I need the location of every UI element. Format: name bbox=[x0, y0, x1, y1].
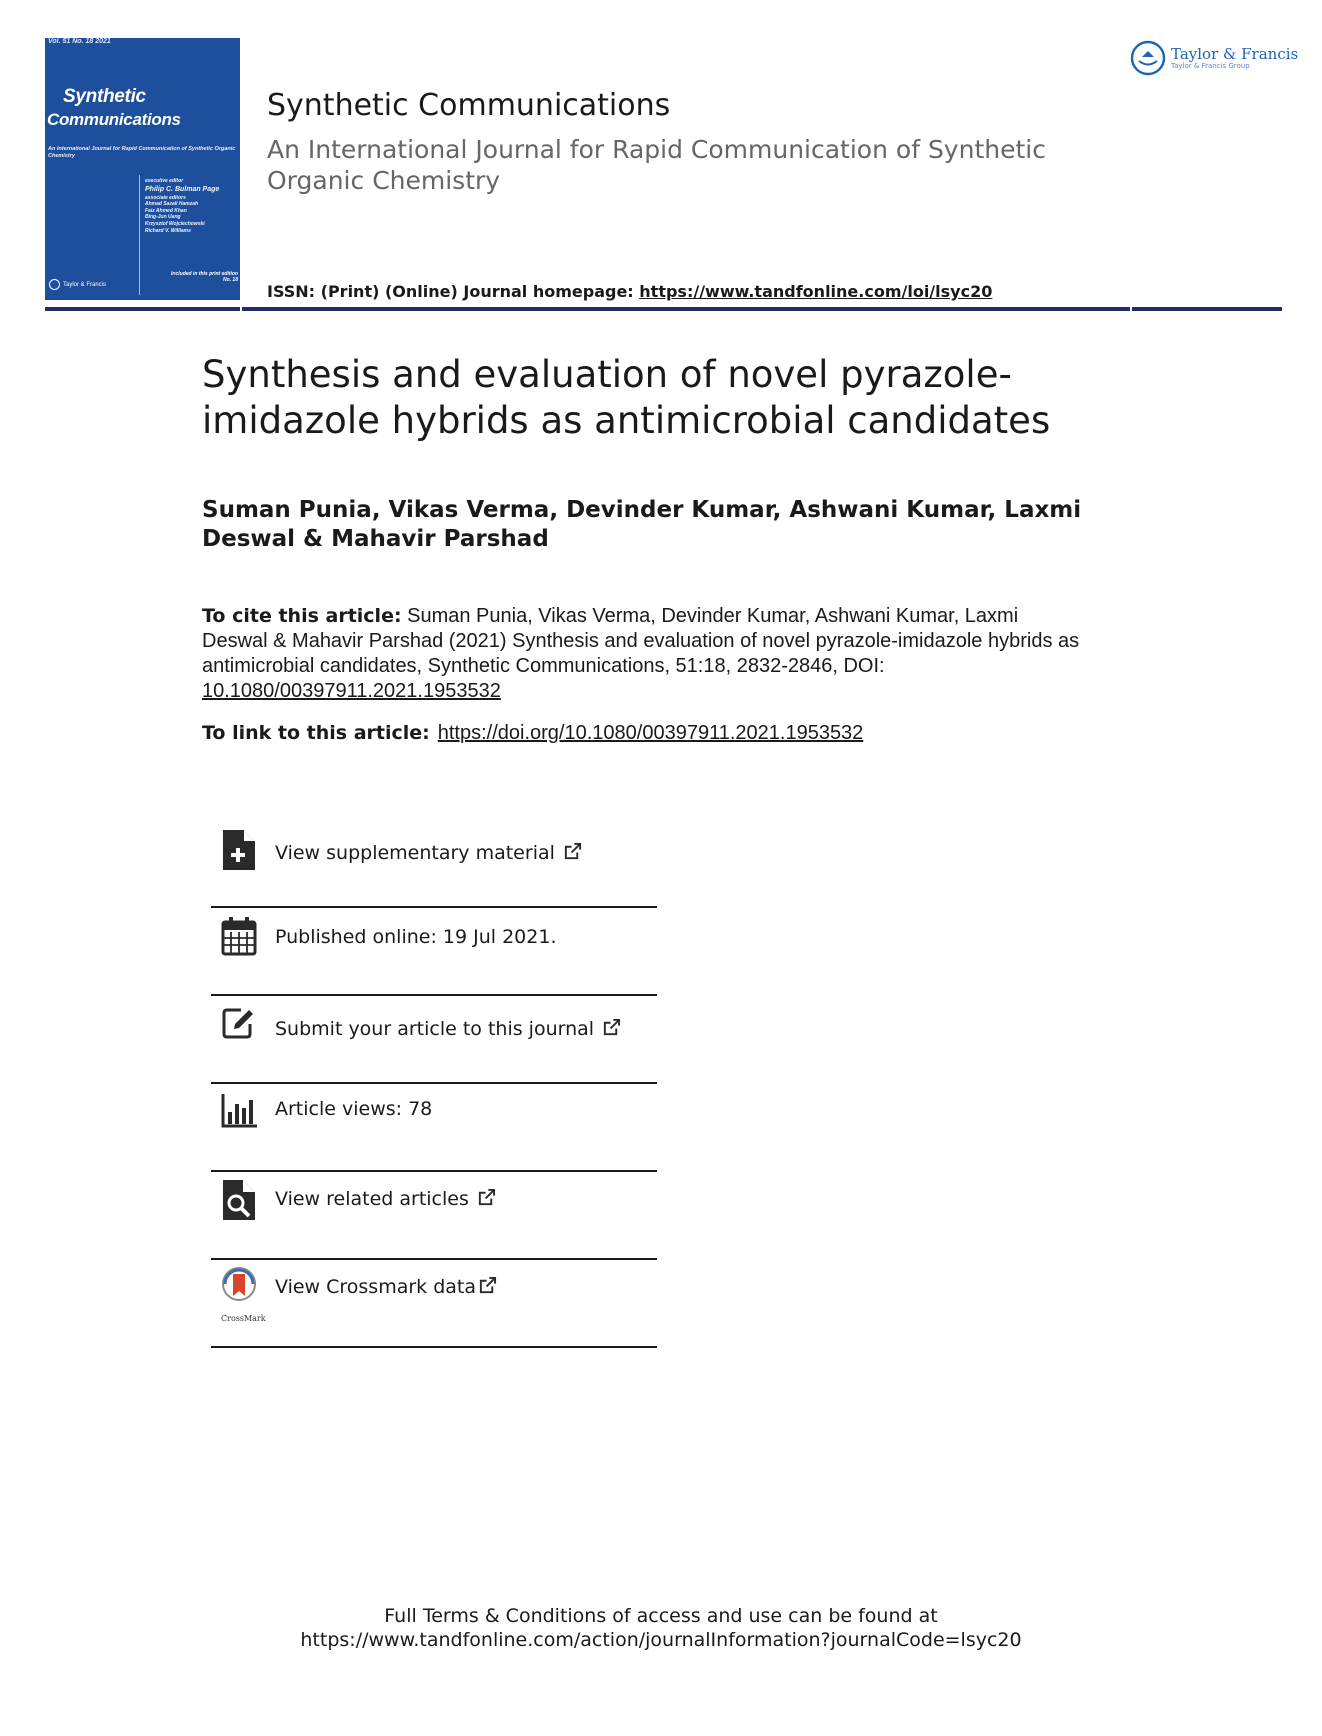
info-supplementary[interactable] bbox=[211, 818, 657, 908]
article-link bbox=[202, 722, 863, 745]
cover-editors bbox=[145, 178, 219, 234]
supplementary-label-wrap bbox=[275, 842, 582, 864]
cover-assoc-editor: Richard V. Williams bbox=[145, 227, 191, 234]
cover-divider bbox=[139, 175, 140, 295]
info-crossmark[interactable] bbox=[211, 1258, 657, 1348]
external-link-icon bbox=[563, 842, 582, 861]
article-authors: Suman Punia, Vikas Verma, Devinder Kumar, Ashwani Kumar, Laxmi Deswal & Mahavir Parshad bbox=[202, 497, 1082, 552]
external-link-icon bbox=[477, 1188, 496, 1207]
journal-cover bbox=[45, 38, 240, 300]
cover-included bbox=[171, 271, 238, 283]
crossmark-label-wrap bbox=[275, 1276, 497, 1298]
footer-line1: Full Terms & Conditions of access and use can be found at bbox=[384, 1605, 938, 1627]
info-published bbox=[211, 906, 657, 996]
journal-homepage-link[interactable]: https://www.tandfonline.com/loi/lsyc20 bbox=[639, 282, 993, 301]
citation-doi-link[interactable]: 10.1080/00397911.2021.1953532 bbox=[202, 680, 501, 702]
cover-included-text: Included in this print edition bbox=[171, 271, 238, 277]
cover-assoc-editor: Bing-Jun Uang bbox=[145, 214, 181, 221]
citation-text: Suman Punia, Vikas Verma, Devinder Kumar, Ashwani Kumar, Laxmi Deswal & Mahavir Parshad (2021) Synthesis and evaluation of novel pyrazole-imidazole hybrids as antimicrobial candidates, Synthetic Communications, 51:18, 2832-2846, DOI: bbox=[202, 605, 1080, 677]
article-link-label: To link to this article: bbox=[202, 722, 430, 744]
citation bbox=[202, 604, 1082, 704]
submit-label-wrap bbox=[275, 1018, 621, 1040]
cover-publisher-icon bbox=[49, 279, 60, 290]
cover-title-line2: Communications bbox=[47, 110, 181, 129]
crossmark-label: View Crossmark data bbox=[275, 1276, 477, 1298]
external-link-icon bbox=[478, 1276, 497, 1295]
footer-terms-link[interactable]: https://www.tandfonline.com/action/journalInformation?journalCode=lsyc20 bbox=[300, 1629, 1022, 1651]
edit-icon bbox=[221, 1004, 257, 1048]
cover-title-line1: Synthetic bbox=[63, 86, 146, 107]
cover-publisher-name: Taylor & Francis bbox=[63, 281, 107, 288]
cover-assoc-label: associate editors bbox=[145, 194, 186, 201]
cover-editor: Philip C. Bulman Page bbox=[145, 185, 220, 193]
publisher-logo-icon bbox=[1130, 40, 1166, 76]
cover-assoc-editor: Ahmad Sazali Hamzah bbox=[145, 201, 199, 208]
related-label-wrap bbox=[275, 1188, 496, 1210]
cover-number: No. 18 bbox=[222, 277, 238, 283]
calendar-icon bbox=[221, 916, 257, 960]
supplementary-label: View supplementary material bbox=[275, 842, 555, 864]
publisher-logo[interactable] bbox=[1130, 40, 1298, 76]
crossmark-icon bbox=[219, 1266, 259, 1312]
footer bbox=[0, 1604, 1322, 1652]
info-views bbox=[211, 1082, 657, 1172]
citation-label: To cite this article: bbox=[202, 605, 402, 627]
views-label: Article views: 78 bbox=[275, 1098, 433, 1120]
crossmark-logo-text: CrossMark bbox=[221, 1314, 266, 1323]
cover-volume: Vol. 51 No. 18 2021 bbox=[48, 38, 111, 45]
bar-chart-icon bbox=[221, 1090, 257, 1134]
header-rule bbox=[45, 307, 1282, 311]
publisher-group: Taylor & Francis Group bbox=[1171, 62, 1250, 70]
issn-text: ISSN: (Print) (Online) Journal homepage: bbox=[267, 282, 640, 301]
published-label: Published online: 19 Jul 2021. bbox=[275, 926, 557, 948]
submit-label: Submit your article to this journal bbox=[275, 1018, 595, 1040]
journal-subtitle: An International Journal for Rapid Communication of Synthetic Organic Chemistry bbox=[267, 135, 1046, 195]
search-document-icon bbox=[221, 1178, 257, 1222]
article-doi-url[interactable]: https://doi.org/10.1080/00397911.2021.1953532 bbox=[437, 722, 864, 744]
info-submit[interactable] bbox=[211, 994, 657, 1084]
publisher-name: Taylor & Francis bbox=[1171, 45, 1299, 63]
cover-subtitle: An International Journal for Rapid Communication of Synthetic Organic Chemistry bbox=[48, 146, 236, 159]
article-title: Synthesis and evaluation of novel pyrazole-imidazole hybrids as antimicrobial candidates bbox=[202, 353, 1051, 442]
cover-assoc-editor: Faiz Ahmed Khan bbox=[145, 207, 187, 214]
issn-line bbox=[267, 282, 992, 301]
cover-assoc-editor: Krzysztof Wojciechowski bbox=[145, 220, 205, 227]
related-label: View related articles bbox=[275, 1188, 469, 1210]
cover-publisher bbox=[49, 279, 106, 290]
journal-title: Synthetic Communications bbox=[267, 88, 671, 123]
file-plus-icon bbox=[221, 828, 257, 872]
cover-editor-label: executive editor bbox=[145, 178, 184, 184]
info-related[interactable] bbox=[211, 1170, 657, 1260]
external-link-icon bbox=[602, 1018, 621, 1037]
